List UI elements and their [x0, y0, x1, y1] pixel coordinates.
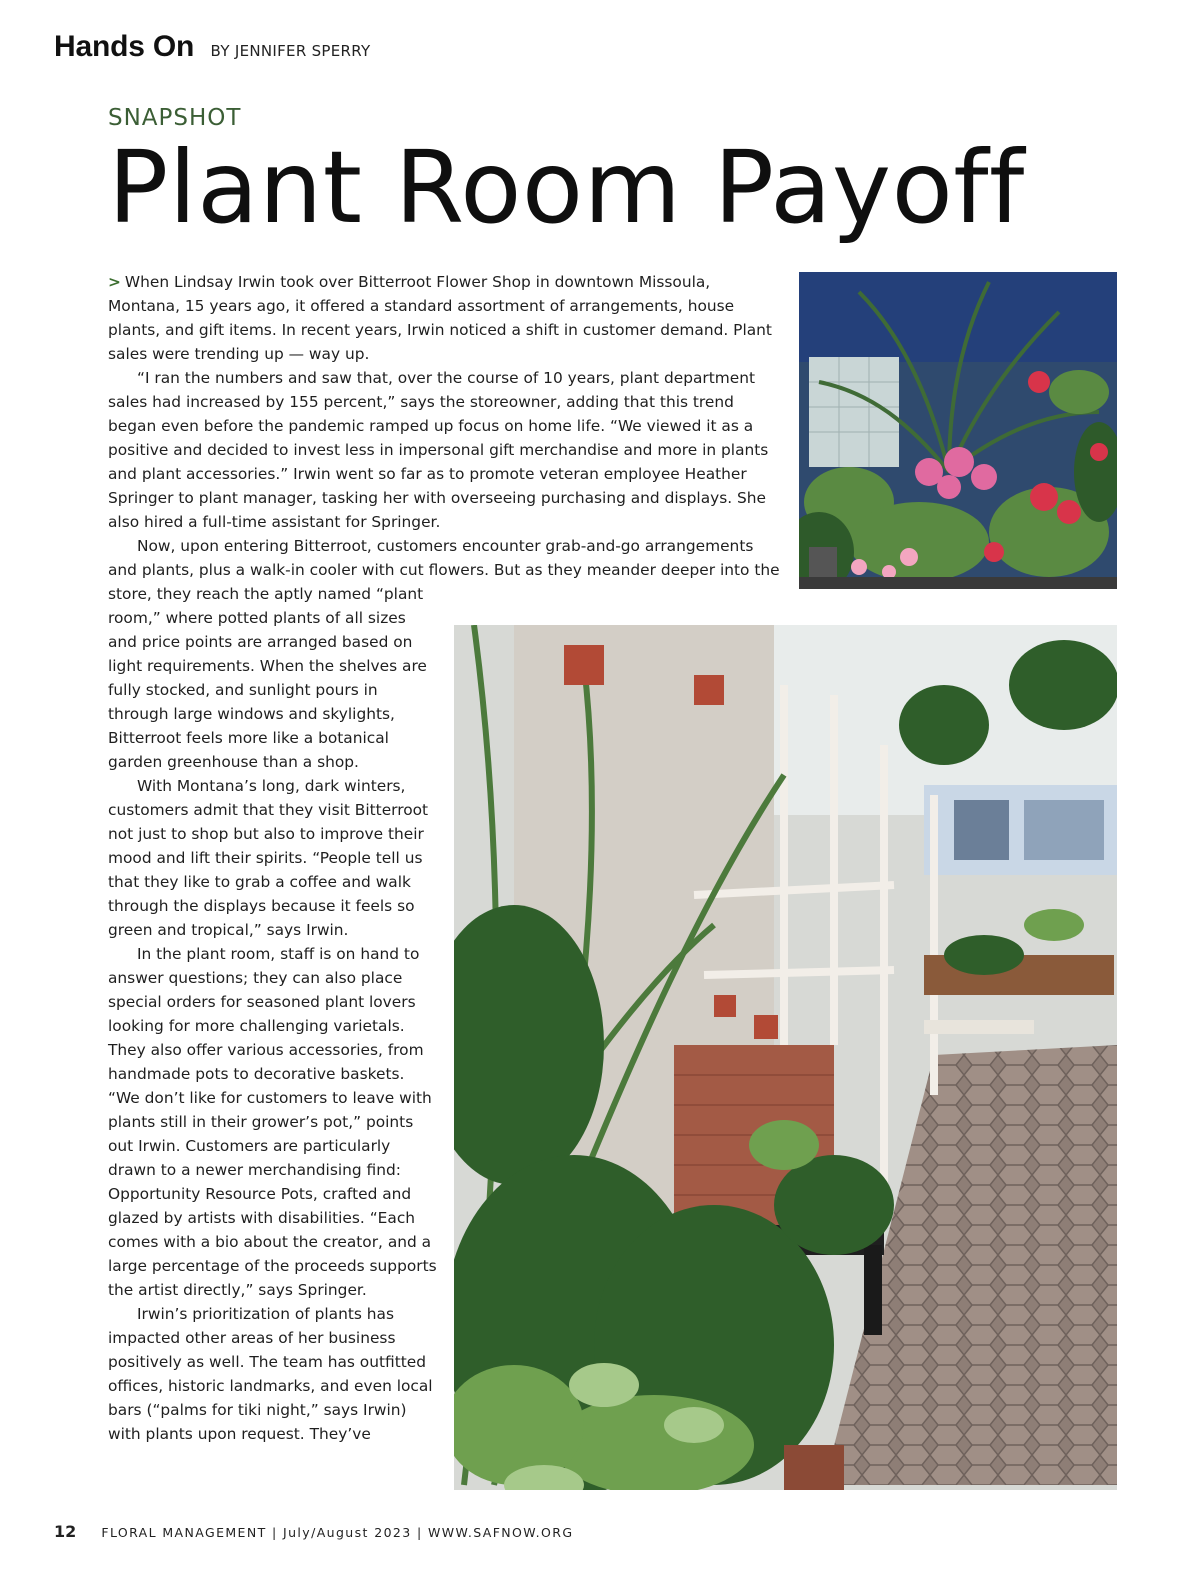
article-title: Plant Room Payoff — [108, 129, 1025, 246]
plant-room-photo — [454, 625, 1117, 1490]
paragraph-6: Irwin’s prioritization of plants has impacted other areas of her business positively as well. The team has outfitted offices, historic landmarks, and even local bars (“palms for tiki night,” says Irwin) with plants upon request. They’ve — [108, 1305, 433, 1443]
plant-display-photo — [799, 272, 1117, 589]
paragraph-4: With Montana’s long, dark winters, customers admit that they visit Bitterroot not just to shop but also to improve their mood and lift their spirits. “People tell us that they like to grab a coffee and walk through the displays because it feels so green and tropical,” says Irwin. — [108, 777, 429, 939]
article-body-wide-column — [108, 270, 780, 582]
paragraph-3-start: Now, upon entering Bitterroot, customers encounter grab-and-go arrangements and plants, plus a walk-in cooler with cut flowers. But as they meander deeper into the — [108, 537, 780, 579]
page-footer — [54, 1522, 573, 1541]
article-body-narrow-column — [108, 582, 438, 1446]
article-kicker: SNAPSHOT — [108, 105, 242, 131]
paragraph-1 — [108, 270, 780, 366]
paragraph-5: In the plant room, staff is on hand to answer questions; they can also place special orders for seasoned plant lovers looking for more challenging varietals. They also offer various accessories, from handmade pots to decorative baskets. “We don’t like for customers to leave with plants still in their grower’s pot,” points out Irwin. Customers are particularly drawn to a newer merchandising find: Opportunity Resource Pots, crafted and glazed by artists with disabilities. “Each comes with a bio about the creator, and a large percentage of the proceeds supports the artist directly,” says Springer. — [108, 945, 437, 1299]
page-number: 12 — [54, 1522, 77, 1541]
section-name: Hands On — [54, 30, 195, 63]
page-header — [54, 30, 371, 64]
publication-info: FLORAL MANAGEMENT | July/August 2023 | WWW.SAFNOW.ORG — [101, 1525, 574, 1540]
paragraph-3-continued: store, they reach the aptly named “plant room,” where potted plants of all sizes and price points are arranged based on light requirements. When the shelves are fully stocked, and sunlight pours in through large windows and skylights, Bitterroot feels more like a botanical garden greenhouse than a shop. — [108, 585, 427, 771]
byline: BY JENNIFER SPERRY — [210, 42, 371, 60]
paragraph-2: “I ran the numbers and saw that, over the course of 10 years, plant department sales had increased by 155 percent,” says the storeowner, adding that this trend began even before the pandemic ramped up focus on home life. “We viewed it as a positive and decided to invest less in impersonal gift merchandise and more in plants and plant accessories.” Irwin went so far as to promote veteran employee Heather Springer to plant manager, tasking her with overseeing purchasing and displays. She also hired a full-time assistant for Springer. — [108, 369, 769, 531]
lead-arrow-icon: > — [108, 273, 121, 291]
paragraph-1-text: When Lindsay Irwin took over Bitterroot Flower Shop in downtown Missoula, Montana, 15 years ago, it offered a standard assortment of arrangements, house plants, and gift items. In recent years, Irwin noticed a shift in customer demand. Plant sales were trending up — way up. — [108, 273, 772, 363]
